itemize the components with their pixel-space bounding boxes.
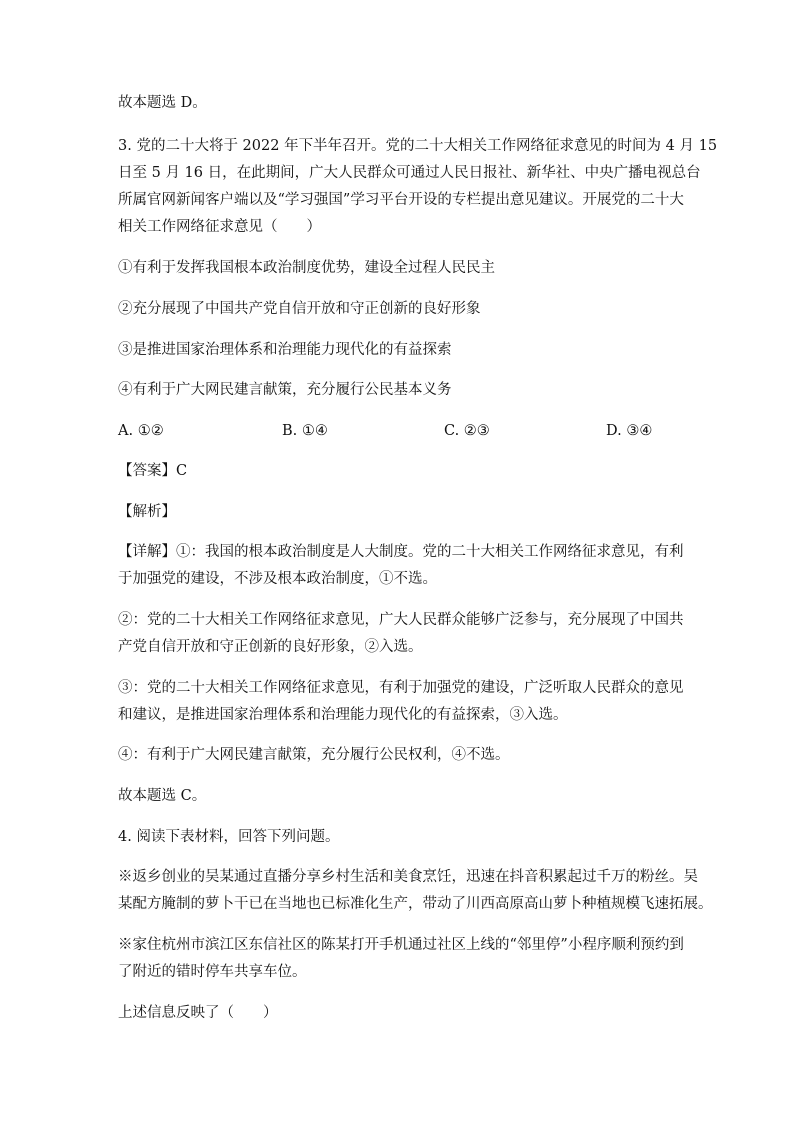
- explanation-3-line-1: ③：党的二十大相关工作网络征求意见，有利于加强党的建设，广泛听取人民群众的意见: [118, 680, 684, 696]
- material-1-line-2: 某配方腌制的萝卜干已在当地也已标准化生产，带动了川西高原高山萝卜种植规模飞速拓展。: [118, 896, 713, 912]
- question-3-stem-line-1: 3. 党的二十大将于 2022 年下半年召开。党的二十大相关工作网络征求意见的时间为 4 月 15: [118, 138, 718, 154]
- question-4-stem: 4. 阅读下表材料，回答下列问题。: [118, 829, 340, 845]
- question-3-stem-line-4: 相关工作网络征求意见（ ）: [118, 219, 321, 235]
- option-c: C. ②③: [444, 423, 490, 439]
- explanation-2-line-1: ②：党的二十大相关工作网络征求意见，广大人民群众能够广泛参与，充分展现了中国共: [118, 612, 684, 628]
- question-4-prompt: 上述信息反映了（ ）: [118, 1005, 278, 1021]
- explanation-1-line-1: 【详解】①：我国的根本政治制度是人大制度。党的二十大相关工作网络征求意见，有利: [118, 544, 684, 560]
- explanation-1-line-2: 于加强党的建设，不涉及根本政治制度，①不选。: [118, 571, 437, 587]
- question-3-stem-line-2: 日至 5 月 16 日，在此期间，广大人民群众可通过人民日报社、新华社、中央广播电视总台: [118, 165, 701, 181]
- question-3-stem-line-3: 所属官网新闻客户端以及“学习强国”学习平台开设的专栏提出意见建议。开展党的二十大: [118, 192, 684, 208]
- material-1-line-1: ※返乡创业的吴某通过直播分享乡村生活和美食烹饪，迅速在抖音积累起过千万的粉丝。吴: [118, 869, 698, 885]
- option-b: B. ①④: [282, 423, 328, 439]
- explanation-2-line-2: 产党自信开放和守正创新的良好形象，②入选。: [118, 639, 423, 655]
- material-2-line-1: ※家住杭州市滨江区东信社区的陈某打开手机通过社区上线的“邻里停”小程序顺利预约到: [118, 937, 684, 953]
- answer-label: 【答案】C: [118, 463, 188, 479]
- option-d: D. ③④: [606, 423, 653, 439]
- conclusion: 故本题选 C。: [118, 788, 207, 804]
- explanation-4: ④：有利于广大网民建言献策，充分履行公民权利，④不选。: [118, 747, 510, 763]
- statement-3: ③是推进国家治理体系和治理能力现代化的有益探索: [118, 342, 452, 358]
- analysis-heading: 【解析】: [118, 504, 176, 520]
- statement-2: ②充分展现了中国共产党自信开放和守正创新的良好形象: [118, 301, 481, 317]
- statement-4: ④有利于广大网民建言献策，充分履行公民基本义务: [118, 382, 452, 398]
- explanation-3-line-2: 和建议，是推进国家治理体系和治理能力现代化的有益探索，③入选。: [118, 707, 568, 723]
- statement-1: ①有利于发挥我国根本政治制度优势，建设全过程人民民主: [118, 260, 495, 276]
- option-a: A. ①②: [118, 423, 164, 439]
- material-2-line-2: 了附近的错时停车共享车位。: [118, 964, 307, 980]
- previous-answer-conclusion: 故本题选 D。: [118, 95, 207, 111]
